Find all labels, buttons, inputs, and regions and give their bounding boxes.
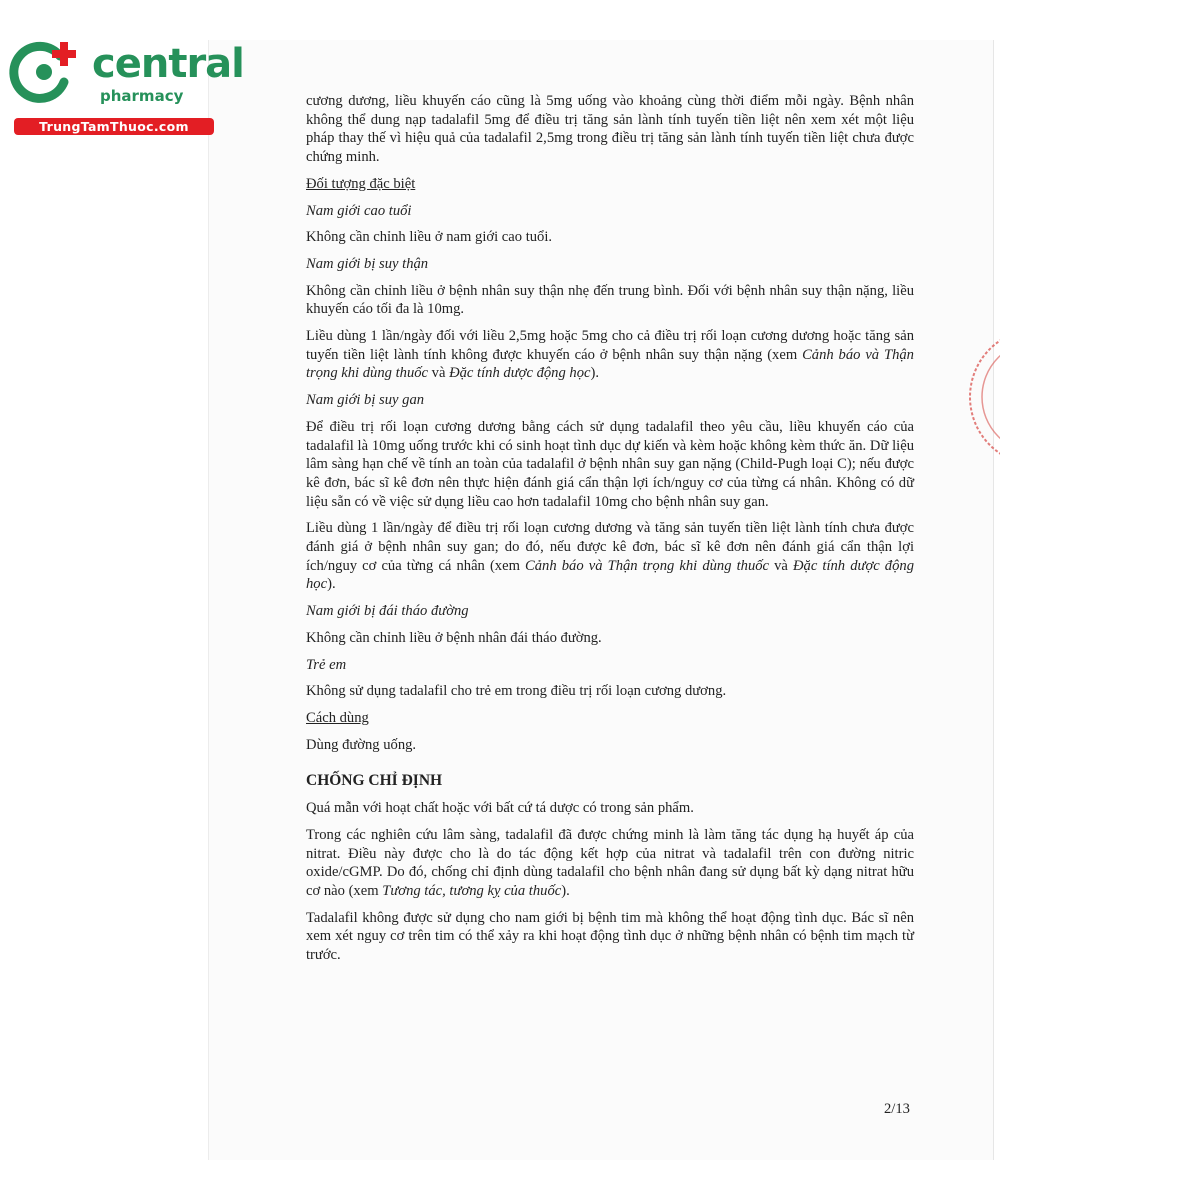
paragraph: cương dương, liều khuyến cáo cũng là 5mg uống vào khoảng cùng thời điểm mỗi ngày. Bệnh nhân không thể dung nạp tadalafil 5mg để điều trị tăng sản lành tính tuyến tiền liệt nên xem xét một liệu pháp thay thế vì hiệu quả của tadalafil 2,5mg trong điều trị tăng sản lành tính tuyến tiền liệt chưa được chứng minh. [306, 93, 914, 166]
paragraph: Không cần chỉnh liều ở bệnh nhân đái tháo đường. [306, 629, 602, 646]
document-body [306, 92, 914, 973]
paragraph [306, 519, 914, 594]
logo-subtitle: pharmacy [100, 87, 184, 105]
text-run: ). [327, 576, 336, 593]
text-run: ). [590, 365, 600, 382]
subsection-title-elderly: Nam giới cao tuổi [306, 202, 412, 219]
section-title-administration: Cách dùng [306, 709, 369, 726]
text-run: Liều dùng 1 lần/ngày để điều trị rối loạn cương dương và tăng sản tuyến tiền liệt lành tính chưa được đánh giá ở bệnh nhân suy gan; do đó, nếu được kê đơn, bác sĩ kê đơn nên đánh giá cẩn thận lợi ích/nguy cơ của từng cá nhân (xem [306, 520, 914, 574]
logo-website-link[interactable]: TrungTamThuoc.com [14, 118, 214, 135]
subsection-title-diabetes: Nam giới bị đái tháo đường [306, 603, 469, 620]
subsection-title-children: Trẻ em [306, 656, 347, 673]
section-title-special-populations: Đối tượng đặc biệt [306, 175, 416, 192]
logo-wordmark: central [92, 41, 244, 87]
text-run: ). [561, 882, 570, 899]
text-run: và [769, 557, 793, 574]
paragraph: Không sử dụng tadalafil cho trẻ em trong điều trị rối loạn cương dương. [306, 683, 727, 700]
page-number: 2/13 [884, 1101, 910, 1117]
text-run: và [428, 365, 450, 382]
paragraph [306, 327, 914, 383]
text-run: Liều dùng 1 lần/ngày đối với liều 2,5mg hoặc 5mg cho cả điều trị rối loạn cương dương hoặc tăng sản tuyến tiền liệt lành tính không được khuyến cáo ở bệnh nhân suy thận nặng (xem [306, 328, 914, 363]
contraindications-heading: CHỐNG CHỈ ĐỊNH [306, 772, 443, 790]
paragraph: Quá mẫn với hoạt chất hoặc với bất cứ tá dược có trong sản phẩm. [306, 800, 694, 817]
pharmacy-cross-logo-icon [8, 36, 80, 108]
central-pharmacy-logo[interactable] [8, 36, 244, 136]
paragraph: Tadalafil không được sử dụng cho nam giới bị bệnh tim mà không thể hoạt động tình dục. Bác sĩ nên xem xét nguy cơ trên tim có thể xảy ra khi hoạt động tình dục ở những bệnh nhân có bệnh tim mạch từ trước. [306, 909, 914, 964]
paragraph: Để điều trị rối loạn cương dương bằng cách sử dụng tadalafil theo yêu cầu, liều khuyến cáo của tadalafil là 10mg uống trước khi có sinh hoạt tình dục dự kiến và kèm hoặc không kèm thức ăn. Dữ liệu lâm sàng hạn chế về tính an toàn của tadalafil ở bệnh nhân suy gan nặng (Child-Pugh loại C); nếu được kê đơn, bác sĩ kê đơn nên thực hiện đánh giá cẩn thận lợi ích/nguy cơ của từng cá nhân. Không có dữ liệu sẵn có về việc sử dụng liều cao hơn tadalafil 10mg cho bệnh nhân suy gan. [306, 418, 914, 510]
cross-reference: Đặc tính dược động học [449, 365, 591, 382]
paragraph: Không cần chỉnh liều ở bệnh nhân suy thận nhẹ đến trung bình. Đối với bệnh nhân suy thận nặng, liều khuyến cáo tối đa là 10mg. [306, 282, 914, 318]
paragraph: Dùng đường uống. [306, 736, 417, 753]
subsection-title-hepatic: Nam giới bị suy gan [306, 392, 425, 409]
cross-reference: Cảnh báo và Thận trọng khi dùng thuốc [525, 557, 770, 574]
cross-reference: Tương tác, tương kỵ của thuốc [382, 882, 562, 899]
text-run: Trong các nghiên cứu lâm sàng, tadalafil đã được chứng minh là làm tăng tác dụng hạ huyết áp của nitrat. Điều này được cho là do tác động kết hợp của nitrat và tadalafil trên con đường nitric oxide/cGMP. Do đó, chống chỉ định dùng tadalafil cho bệnh nhân đang sử dụng bất kỳ dạng nitrat hữu cơ nào (xem [306, 826, 914, 899]
cross-reference: Đặc tính dược động học [306, 557, 914, 593]
stamp-circle-icon [958, 322, 1000, 472]
partial-red-stamp [958, 322, 1000, 472]
cross-reference: Cảnh báo và Thận trọng khi dùng thuốc [306, 346, 914, 382]
subsection-title-renal: Nam giới bị suy thận [306, 255, 429, 272]
paragraph: Không cần chỉnh liều ở nam giới cao tuổi. [306, 229, 553, 246]
paragraph [306, 826, 914, 901]
